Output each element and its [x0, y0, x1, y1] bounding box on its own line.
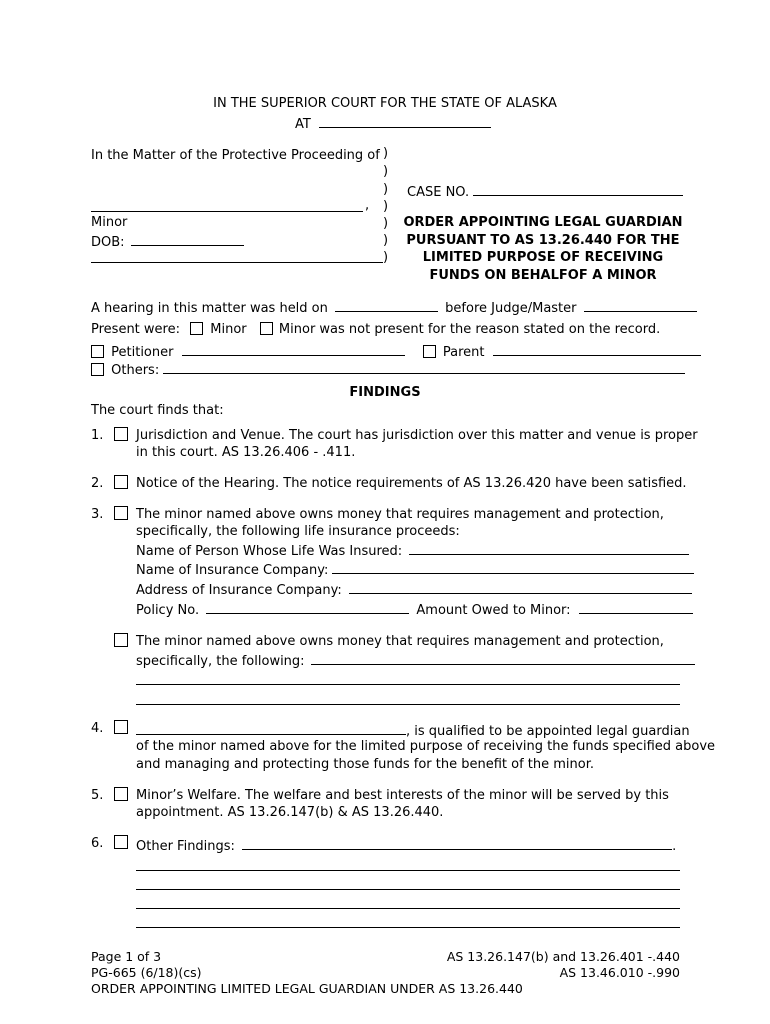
- others-line: [91, 360, 685, 378]
- finding-4-checkbox[interactable]: [114, 720, 128, 734]
- matter-label: In the Matter of the Protective Proceeding of: [91, 148, 380, 163]
- finding-5-number: 5.: [91, 788, 104, 803]
- minor-label: Minor: [91, 215, 128, 230]
- finding-2-number: 2.: [91, 476, 104, 491]
- minor-not-present-label: Minor was not present for the reason stated on the record.: [278, 322, 661, 337]
- other-money-field[interactable]: [311, 651, 695, 665]
- footer-form-title: ORDER APPOINTING LIMITED LEGAL GUARDIAN UNDER AS 13.26.440: [91, 981, 523, 996]
- other-findings-line[interactable]: [136, 908, 680, 909]
- caption-paren: ): [383, 164, 389, 179]
- judge-field[interactable]: [584, 298, 697, 312]
- caption-paren: ): [383, 182, 389, 197]
- present-label: Present were:: [91, 322, 180, 337]
- caption-paren: ): [383, 216, 389, 231]
- footer-right: [447, 949, 680, 981]
- dob-label: DOB:: [91, 235, 125, 250]
- case-no-label: CASE NO.: [407, 185, 470, 200]
- finding-4-line3: and managing and protecting those funds for the benefit of the minor.: [136, 757, 595, 772]
- minor-present-checkbox[interactable]: [190, 322, 203, 335]
- petitioner-label: Petitioner: [111, 345, 174, 360]
- finding-3b-line2-row: [136, 651, 695, 669]
- present-line: [91, 322, 660, 337]
- finding-1-line1: Jurisdiction and Venue. The court has jurisdiction over this matter and venue is proper: [136, 428, 698, 443]
- caption-comma: ,: [365, 198, 370, 213]
- amount-owed-field[interactable]: [579, 600, 693, 614]
- others-label: Others:: [111, 363, 160, 378]
- company-row: [136, 560, 694, 578]
- finding-3b-line1: The minor named above owns money that requires management and protection,: [136, 634, 664, 649]
- finding-3-line1: The minor named above owns money that requires management and protection,: [136, 507, 664, 522]
- finding-1-checkbox[interactable]: [114, 427, 128, 441]
- other-money-line[interactable]: [136, 704, 680, 705]
- insurance-address-field[interactable]: [349, 580, 692, 594]
- caption-bottom-line: [91, 262, 383, 263]
- order-title-line: PURSUANT TO AS 13.26.440 FOR THE: [406, 232, 680, 248]
- parent-checkbox[interactable]: [423, 345, 436, 358]
- hearing-date-field[interactable]: [335, 298, 438, 312]
- order-title-line: ORDER APPOINTING LEGAL GUARDIAN: [403, 215, 683, 230]
- order-title-line: LIMITED PURPOSE OF RECEIVING: [422, 250, 664, 265]
- parent-field[interactable]: [493, 342, 701, 356]
- other-findings-line[interactable]: [136, 927, 680, 928]
- insured-row: [136, 541, 689, 559]
- finding-4-line1: , is qualified to be appointed legal guardian: [406, 724, 690, 739]
- other-findings-field[interactable]: [242, 836, 672, 850]
- address-label: Address of Insurance Company:: [136, 583, 342, 598]
- parent-label: Parent: [442, 345, 485, 360]
- caption-paren: ): [383, 233, 389, 248]
- finding-1-line2: in this court. AS 13.26.406 - .411.: [136, 445, 356, 460]
- other-money-line[interactable]: [136, 684, 680, 685]
- finding-5-checkbox[interactable]: [114, 787, 128, 801]
- court-location-field[interactable]: [319, 114, 491, 128]
- finding-3b-line2: specifically, the following:: [136, 654, 305, 669]
- minor-name-field[interactable]: [91, 211, 363, 212]
- finding-6-label: Other Findings:: [136, 839, 235, 854]
- finding-3-checkbox[interactable]: [114, 506, 128, 520]
- finding-2-text: Notice of the Hearing. The notice requirements of AS 13.26.420 have been satisfied.: [136, 476, 687, 491]
- at-line: [295, 114, 491, 132]
- finding-6-row: [136, 836, 676, 854]
- case-no-row: [407, 182, 683, 200]
- other-findings-line[interactable]: [136, 870, 680, 871]
- caption-paren: ): [383, 199, 389, 214]
- order-title: [398, 214, 688, 284]
- finding-2-checkbox[interactable]: [114, 475, 128, 489]
- guardian-name-field[interactable]: [136, 721, 406, 735]
- footer-statute: AS 13.46.010 -.990: [559, 965, 680, 980]
- petitioner-checkbox[interactable]: [91, 345, 104, 358]
- caption-paren: ): [383, 146, 389, 161]
- minor-present-label: Minor: [210, 322, 247, 337]
- court-heading: IN THE SUPERIOR COURT FOR THE STATE OF ALASKA: [213, 96, 557, 111]
- company-label: Name of Insurance Company:: [136, 563, 329, 578]
- footer-form-number: PG-665 (6/18)(cs): [91, 965, 202, 980]
- dob-row: [91, 232, 244, 250]
- amount-label: Amount Owed to Minor:: [416, 603, 571, 618]
- finding-4-line2: of the minor named above for the limited purpose of receiving the funds specified above: [136, 739, 716, 754]
- finding-5-line1: Minor’s Welfare. The welfare and best interests of the minor will be served by this: [136, 788, 669, 803]
- finding-5-line2: appointment. AS 13.26.147(b) & AS 13.26.440.: [136, 805, 444, 820]
- address-row: [136, 580, 692, 598]
- finding-6-number: 6.: [91, 836, 104, 851]
- at-label: AT: [295, 117, 311, 132]
- findings-intro: The court finds that:: [91, 403, 224, 418]
- finding-3b-checkbox[interactable]: [114, 633, 128, 647]
- finding-6-period: .: [672, 839, 677, 854]
- finding-3-number: 3.: [91, 507, 104, 522]
- policy-no-field[interactable]: [206, 600, 409, 614]
- caption-paren: ): [383, 250, 389, 265]
- insured-name-field[interactable]: [409, 541, 689, 555]
- petitioner-field[interactable]: [182, 342, 405, 356]
- footer-page: Page 1 of 3: [91, 949, 162, 964]
- finding-4-line1-row: [136, 721, 690, 739]
- finding-6-checkbox[interactable]: [114, 835, 128, 849]
- others-checkbox[interactable]: [91, 363, 104, 376]
- other-findings-line[interactable]: [136, 889, 680, 890]
- order-title-line: FUNDS ON BEHALFOF A MINOR: [429, 267, 657, 283]
- policy-label: Policy No.: [136, 603, 200, 618]
- finding-1-number: 1.: [91, 428, 104, 443]
- insurance-company-field[interactable]: [332, 560, 694, 574]
- others-field[interactable]: [163, 360, 685, 374]
- judge-label: before Judge/Master: [445, 301, 577, 316]
- minor-not-present-checkbox[interactable]: [260, 322, 273, 335]
- policy-row: [136, 600, 693, 618]
- dob-field[interactable]: [131, 232, 244, 246]
- insured-label: Name of Person Whose Life Was Insured:: [136, 544, 403, 559]
- petitioner-line: [91, 342, 701, 360]
- finding-4-number: 4.: [91, 721, 104, 736]
- hearing-line: [91, 298, 697, 316]
- case-no-field[interactable]: [473, 182, 683, 196]
- finding-3-line2: specifically, the following life insurance proceeds:: [136, 524, 460, 539]
- footer-statute: AS 13.26.147(b) and 13.26.401 -.440: [446, 949, 680, 964]
- findings-heading: FINDINGS: [349, 385, 421, 400]
- hearing-held-label: A hearing in this matter was held on: [91, 301, 328, 316]
